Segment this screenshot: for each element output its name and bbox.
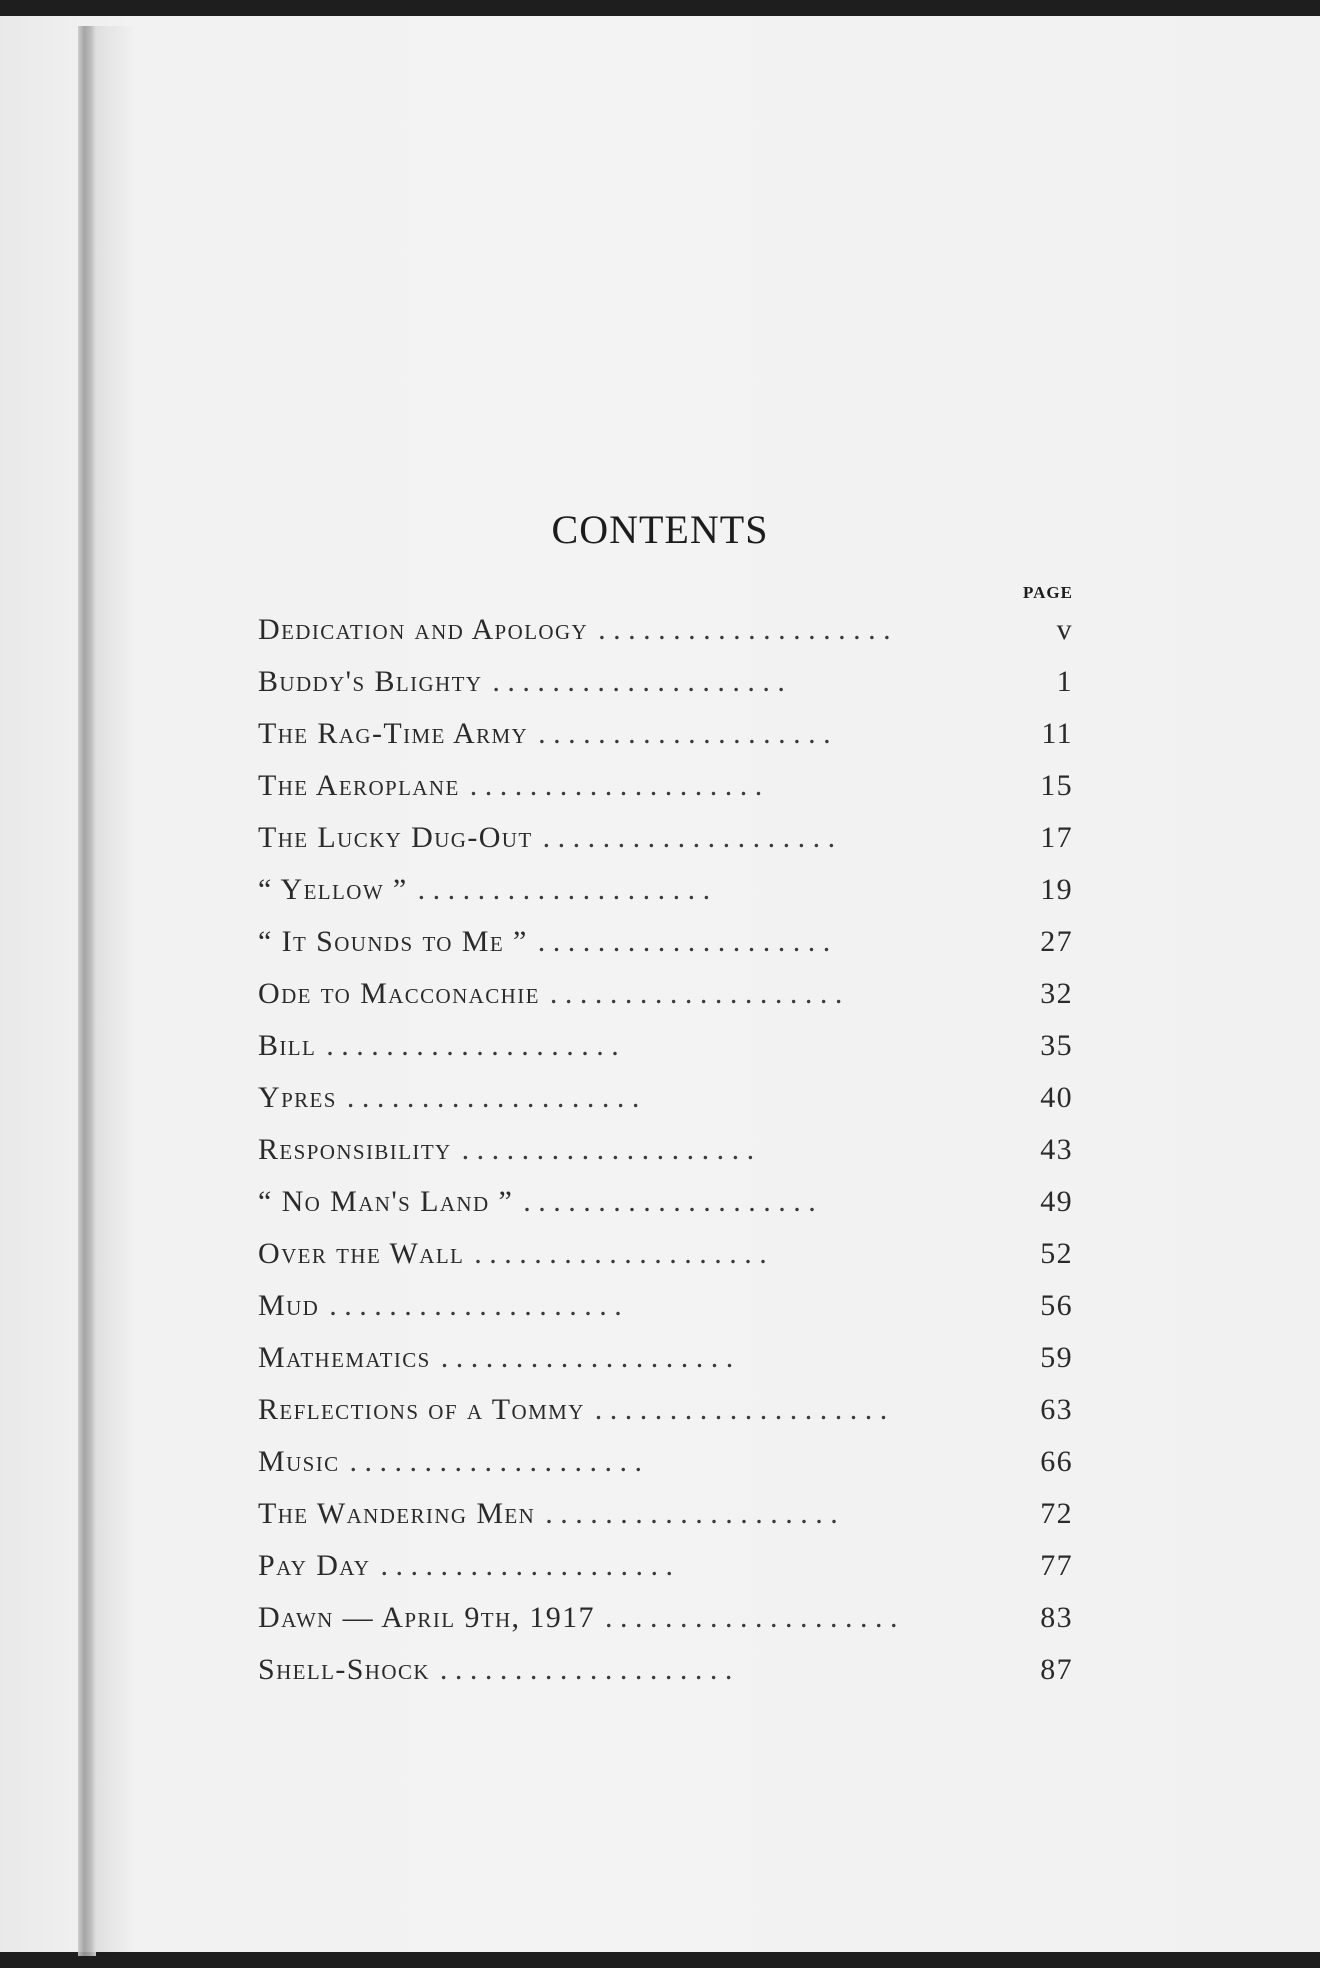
dot-leader-dots: . . . . . . . . . . . . . . . . . . . . bbox=[538, 717, 831, 750]
dot-leader-dots: . . . . . . . . . . . . . . . . . . . . bbox=[440, 1341, 734, 1374]
toc-entry-page-number: v bbox=[1056, 613, 1073, 646]
toc-entry-title: The Lucky Dug-Out bbox=[258, 821, 533, 854]
dot-leader-dots: . . . . . . . . . . . . . . . . . . . . bbox=[326, 1029, 619, 1062]
toc-entry-page-number: 87 bbox=[1040, 1653, 1073, 1686]
book-page bbox=[0, 16, 1320, 1952]
toc-entry-title: Mud bbox=[258, 1289, 320, 1322]
toc-entry bbox=[258, 1488, 1073, 1540]
toc-entry-title: Buddy's Blighty bbox=[258, 665, 483, 698]
toc-entry-page-number: 1 bbox=[1056, 665, 1073, 698]
page-gutter bbox=[78, 26, 96, 1956]
toc-entry-page-number: 17 bbox=[1040, 821, 1073, 854]
dot-leader bbox=[545, 1488, 1003, 1540]
toc-entry bbox=[258, 1072, 1073, 1124]
toc-entry-title: Shell-Shock bbox=[258, 1653, 430, 1686]
toc-entry bbox=[258, 1384, 1073, 1436]
dot-leader-dots: . . . . . . . . . . . . . . . . . . . . bbox=[380, 1549, 673, 1582]
toc-entry-title: Over the Wall bbox=[258, 1237, 465, 1270]
dot-leader-dots: . . . . . . . . . . . . . . . . . . . . bbox=[439, 1653, 733, 1686]
toc-entry bbox=[258, 1592, 1073, 1644]
toc-entry bbox=[258, 656, 1073, 708]
dot-leader bbox=[462, 1124, 1003, 1176]
toc-entry-title: “ Yellow ” bbox=[258, 873, 408, 906]
dot-leader-dots: . . . . . . . . . . . . . . . . . . . . bbox=[523, 1185, 816, 1218]
dot-leader bbox=[523, 1176, 1003, 1228]
toc-entry bbox=[258, 1644, 1073, 1696]
toc-entry-page-number: 72 bbox=[1040, 1497, 1073, 1530]
dot-leader bbox=[595, 1384, 1003, 1436]
toc-entry bbox=[258, 604, 1073, 656]
toc-entry bbox=[258, 1540, 1073, 1592]
toc-entry-title: Pay Day bbox=[258, 1549, 371, 1582]
dot-leader-dots: . . . . . . . . . . . . . . . . . . . . bbox=[492, 665, 785, 698]
dot-leader-dots: . . . . . . . . . . . . . . . . . . . . bbox=[329, 1289, 622, 1322]
toc-entry-page-number: 52 bbox=[1040, 1237, 1073, 1270]
dot-leader bbox=[538, 708, 1003, 760]
dot-leader-dots: . . . . . . . . . . . . . . . . . . . . bbox=[469, 769, 763, 802]
dot-leader bbox=[474, 1228, 1003, 1280]
toc-entries bbox=[258, 604, 1073, 1696]
toc-entry-page-number: 32 bbox=[1040, 977, 1073, 1010]
toc-entry-title: “ No Man's Land ” bbox=[258, 1185, 514, 1218]
toc-entry-page-number: 83 bbox=[1040, 1601, 1073, 1634]
dot-leader bbox=[543, 812, 1003, 864]
toc-entry-page-number: 56 bbox=[1040, 1289, 1073, 1322]
toc-entry-page-number: 43 bbox=[1040, 1133, 1073, 1166]
toc-entry bbox=[258, 760, 1073, 812]
toc-entry-page-number: 49 bbox=[1040, 1185, 1073, 1218]
toc-entry bbox=[258, 1228, 1073, 1280]
toc-entry bbox=[258, 1436, 1073, 1488]
toc-entry-title: Bill bbox=[258, 1029, 317, 1062]
toc-entry bbox=[258, 708, 1073, 760]
toc-entry-title: The Rag-Time Army bbox=[258, 717, 529, 750]
toc-entry bbox=[258, 916, 1073, 968]
toc-entry-page-number: 11 bbox=[1041, 717, 1073, 750]
toc-entry bbox=[258, 1124, 1073, 1176]
dot-leader bbox=[598, 604, 1003, 656]
toc-entry bbox=[258, 1332, 1073, 1384]
toc-entry bbox=[258, 1280, 1073, 1332]
toc-entry-title: Reflections of a Tommy bbox=[258, 1393, 585, 1426]
toc-entry-title: “ It Sounds to Me ” bbox=[258, 925, 528, 958]
dot-leader-dots: . . . . . . . . . . . . . . . . . . . . bbox=[461, 1133, 755, 1166]
toc-entry-title: Ypres bbox=[258, 1081, 337, 1114]
toc-entry bbox=[258, 968, 1073, 1020]
dot-leader-dots: . . . . . . . . . . . . . . . . . . . . bbox=[594, 1393, 888, 1426]
toc-entry-title: Dedication and Apology bbox=[258, 613, 589, 646]
toc-entry-title: Music bbox=[258, 1445, 340, 1478]
dot-leader bbox=[347, 1072, 1003, 1124]
dot-leader-dots: . . . . . . . . . . . . . . . . . . . . bbox=[349, 1445, 643, 1478]
toc-entry-title: The Wandering Men bbox=[258, 1497, 536, 1530]
dot-leader-dots: . . . . . . . . . . . . . . . . . . . . bbox=[542, 821, 836, 854]
dot-leader bbox=[605, 1592, 1003, 1644]
toc-entry-page-number: 19 bbox=[1040, 873, 1073, 906]
toc-entry-page-number: 35 bbox=[1040, 1029, 1073, 1062]
dot-leader-dots: . . . . . . . . . . . . . . . . . . . . bbox=[604, 1601, 898, 1634]
dot-leader bbox=[441, 1332, 1003, 1384]
gutter-shadow bbox=[96, 26, 136, 1956]
dot-leader-dots: . . . . . . . . . . . . . . . . . . . . bbox=[545, 1497, 838, 1530]
toc-entry-page-number: 77 bbox=[1040, 1549, 1073, 1582]
dot-leader-dots: . . . . . . . . . . . . . . . . . . . . bbox=[474, 1237, 767, 1270]
dot-leader bbox=[550, 968, 1003, 1020]
toc-entry-title: Responsibility bbox=[258, 1133, 452, 1166]
toc-entry-title: Ode to Macconachie bbox=[258, 977, 540, 1010]
dot-leader-dots: . . . . . . . . . . . . . . . . . . . . bbox=[417, 873, 711, 906]
contents-heading: CONTENTS bbox=[551, 507, 769, 552]
toc-entry-title: Mathematics bbox=[258, 1341, 431, 1374]
toc-entry-title: The Aeroplane bbox=[258, 769, 460, 802]
toc-entry bbox=[258, 812, 1073, 864]
toc-entry-page-number: 15 bbox=[1040, 769, 1073, 802]
table-of-contents bbox=[258, 582, 1073, 1696]
dot-leader bbox=[380, 1540, 1003, 1592]
toc-entry bbox=[258, 1020, 1073, 1072]
dot-leader bbox=[329, 1280, 1003, 1332]
dot-leader bbox=[538, 916, 1003, 968]
dot-leader-dots: . . . . . . . . . . . . . . . . . . . . bbox=[549, 977, 843, 1010]
dot-leader bbox=[440, 1644, 1003, 1696]
dot-leader-dots: . . . . . . . . . . . . . . . . . . . . bbox=[537, 925, 831, 958]
toc-entry-page-number: 40 bbox=[1040, 1081, 1073, 1114]
dot-leader-dots: . . . . . . . . . . . . . . . . . . . . bbox=[598, 613, 891, 646]
toc-entry bbox=[258, 1176, 1073, 1228]
dot-leader-dots: . . . . . . . . . . . . . . . . . . . . bbox=[346, 1081, 640, 1114]
dot-leader bbox=[326, 1020, 1003, 1072]
dot-leader bbox=[418, 864, 1003, 916]
toc-entry-page-number: 66 bbox=[1040, 1445, 1073, 1478]
toc-entry-page-number: 63 bbox=[1040, 1393, 1073, 1426]
dot-leader bbox=[470, 760, 1003, 812]
dot-leader bbox=[492, 656, 1003, 708]
toc-entry bbox=[258, 864, 1073, 916]
toc-entry-page-number: 27 bbox=[1040, 925, 1073, 958]
toc-entry-page-number: 59 bbox=[1040, 1341, 1073, 1374]
toc-entry-title: Dawn — April 9th, 1917 bbox=[258, 1601, 595, 1634]
dot-leader bbox=[350, 1436, 1003, 1488]
page-column-label: PAGE bbox=[1023, 583, 1073, 602]
